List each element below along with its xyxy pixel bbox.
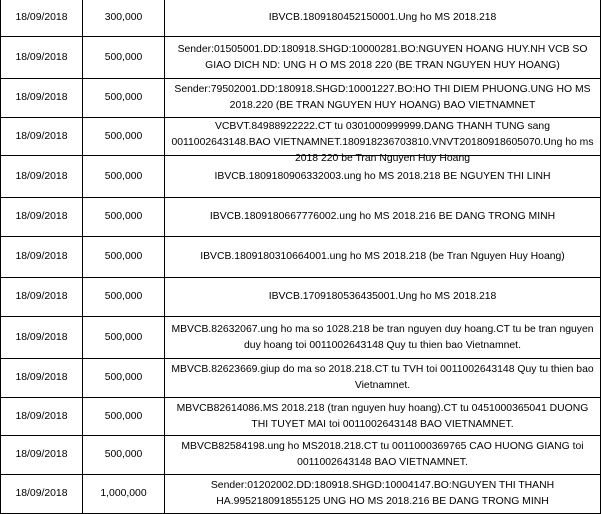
amount-cell: 300,000 (83, 0, 165, 37)
table-row (1, 118, 601, 156)
amount-cell: 500,000 (83, 156, 165, 198)
amount-cell: 500,000 (83, 79, 165, 118)
table-row (1, 0, 601, 37)
description-cell: Sender:01505001.DD:180918.SHGD:10000281.BO:NGUYEN HOANG HUY.NH VCB SO GIAO DICH ND: UNG H O MS 2018 220 (BE TRAN NGUYEN HUY HOANG) (165, 37, 601, 79)
amount-cell: 500,000 (83, 359, 165, 398)
table-row (1, 436, 601, 475)
description-cell: IBVCB.1809180452150001.Ung ho MS 2018.218 (165, 0, 601, 37)
date-cell: 18/09/2018 (1, 278, 83, 317)
description-cell: MBVCB82584198.ung ho MS2018.218.CT tu 0011000369765 CAO HUONG GIANG toi 0011002643148 BAO VIETNAMNET. (165, 436, 601, 475)
amount-cell: 500,000 (83, 317, 165, 359)
description-cell: MBVCB.82632067.ung ho ma so 1028.218 be tran nguyen duy hoang.CT tu be tran nguyen duy hoang toi 0011002643148 Quy tu thien bao Vietnamnet. (165, 317, 601, 359)
description-cell: MBVCB82614086.MS 2018.218 (tran nguyen huy hoang).CT tu 0451000365041 DUONG THI TUYET MAI toi 0011002643148 BAO VIETNAMNET. (165, 398, 601, 436)
amount-cell: 500,000 (83, 118, 165, 156)
table-row (1, 398, 601, 436)
table-row (1, 198, 601, 237)
date-cell: 18/09/2018 (1, 398, 83, 436)
description-cell: IBVCB.1809180906332003.ung ho MS 2018.218 BE NGUYEN THI LINH (165, 156, 601, 198)
table-row (1, 475, 601, 514)
date-cell: 18/09/2018 (1, 436, 83, 475)
amount-cell: 500,000 (83, 436, 165, 475)
amount-cell: 500,000 (83, 198, 165, 237)
description-cell: IBVCB.1809180310664001.ung ho MS 2018.218 (be Tran Nguyen Huy Hoang) (165, 237, 601, 278)
date-cell: 18/09/2018 (1, 79, 83, 118)
date-cell: 18/09/2018 (1, 37, 83, 79)
description-text: VCBVT.84988922222.CT tu 0301000999999.DANG THANH TUNG sang 0011002643148.BAO VIETNAMNET.180918236703810.VNVT20180918605070.Ung ho ms 2018 220 be Tran Nguyen Huy Hoang (171, 121, 594, 164)
description-cell: IBVCB.1809180667776002.ung ho MS 2018.216 BE DANG TRONG MINH (165, 198, 601, 237)
description-cell (165, 118, 601, 164)
table-row (1, 37, 601, 79)
date-cell: 18/09/2018 (1, 237, 83, 278)
amount-cell: 500,000 (83, 37, 165, 79)
amount-cell: 1,000,000 (83, 475, 165, 514)
description-cell: Sender:01202002.DD:180918.SHGD:10004147.BO:NGUYEN THI THANH HA.995218091855125 UNG HO MS 2018.216 BE DANG TRONG MINH (165, 475, 601, 514)
description-cell: MBVCB.82623669.giup do ma so 2018.218.CT tu TVH toi 0011002643148 Quy tu thien bao Vietnamnet. (165, 359, 601, 398)
date-cell: 18/09/2018 (1, 156, 83, 198)
table-row (1, 359, 601, 398)
table-row (1, 237, 601, 278)
amount-cell: 500,000 (83, 398, 165, 436)
table-row (1, 79, 601, 118)
date-cell: 18/09/2018 (1, 475, 83, 514)
date-cell: 18/09/2018 (1, 198, 83, 237)
date-cell: 18/09/2018 (1, 0, 83, 37)
table-row (1, 317, 601, 359)
amount-cell: 500,000 (83, 237, 165, 278)
description-cell: Sender:79502001.DD:180918.SHGD:10001227.BO:HO THI DIEM PHUONG.UNG HO MS 2018.220 (BE TRAN NGUYEN HUY HOANG) BAO VIETNAMNET (165, 79, 601, 118)
date-cell: 18/09/2018 (1, 359, 83, 398)
table-row (1, 278, 601, 317)
date-cell: 18/09/2018 (1, 317, 83, 359)
amount-cell: 500,000 (83, 278, 165, 317)
description-cell: IBVCB.1709180536435001.Ung ho MS 2018.218 (165, 278, 601, 317)
date-cell: 18/09/2018 (1, 118, 83, 156)
